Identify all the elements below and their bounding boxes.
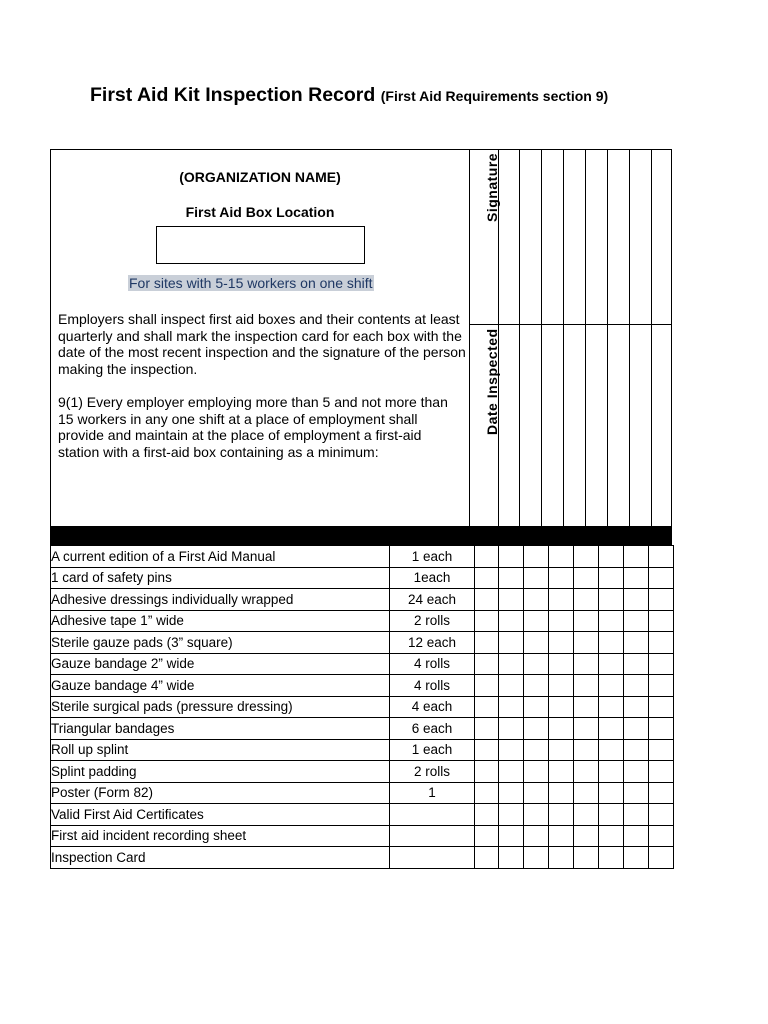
inspection-cell[interactable] bbox=[599, 589, 624, 611]
inspection-cell[interactable] bbox=[574, 610, 599, 632]
inspection-cell[interactable] bbox=[574, 825, 599, 847]
inspection-cell[interactable] bbox=[549, 589, 574, 611]
inspection-paragraph: Employers shall inspect first aid boxes and their contents at least quarterly and shall mark the inspection card for each box with the date of the most recent inspection and the signature of the person making the inspection. bbox=[58, 311, 466, 377]
item-name: Splint padding bbox=[51, 761, 390, 783]
item-name: Gauze bandage 4” wide bbox=[51, 675, 390, 697]
inspection-cell[interactable] bbox=[524, 804, 549, 826]
organization-name: (ORGANIZATION NAME) bbox=[179, 169, 341, 185]
inspection-cell[interactable] bbox=[475, 696, 499, 718]
inspection-cell[interactable] bbox=[499, 546, 524, 568]
inspection-cell[interactable] bbox=[549, 567, 574, 589]
inspection-cell[interactable] bbox=[549, 632, 574, 654]
inspection-cell[interactable] bbox=[624, 825, 649, 847]
inspection-cell[interactable] bbox=[649, 718, 674, 740]
table-row bbox=[51, 632, 674, 654]
inspection-cell[interactable] bbox=[649, 804, 674, 826]
inspection-cell[interactable] bbox=[549, 653, 574, 675]
inspection-cell[interactable] bbox=[524, 675, 549, 697]
inspection-cell[interactable] bbox=[649, 696, 674, 718]
inspection-cell[interactable] bbox=[624, 589, 649, 611]
inspection-cell[interactable] bbox=[549, 804, 574, 826]
inspection-cell[interactable] bbox=[499, 632, 524, 654]
inspection-cell[interactable] bbox=[624, 610, 649, 632]
inspection-cell[interactable] bbox=[499, 761, 524, 783]
inspection-cell[interactable] bbox=[649, 825, 674, 847]
inspection-cell[interactable] bbox=[599, 610, 624, 632]
inspection-cell[interactable] bbox=[549, 610, 574, 632]
inspection-cell[interactable] bbox=[549, 718, 574, 740]
inspection-cell[interactable] bbox=[475, 610, 499, 632]
item-quantity: 6 each bbox=[390, 718, 475, 740]
inspection-cell[interactable] bbox=[624, 847, 649, 869]
item-quantity: 4 each bbox=[390, 696, 475, 718]
title-subtitle: (First Aid Requirements section 9) bbox=[380, 88, 609, 104]
inspection-cell[interactable] bbox=[624, 567, 649, 589]
inspection-cell[interactable] bbox=[524, 696, 549, 718]
inspection-cell[interactable] bbox=[524, 546, 549, 568]
page-title bbox=[90, 84, 608, 107]
grid-line bbox=[563, 150, 564, 526]
table-row bbox=[51, 761, 674, 783]
inspection-cell[interactable] bbox=[649, 675, 674, 697]
inspection-cell[interactable] bbox=[475, 653, 499, 675]
info-panel bbox=[51, 150, 469, 526]
inspection-cell[interactable] bbox=[549, 761, 574, 783]
inspection-cell[interactable] bbox=[524, 739, 549, 761]
item-name: Poster (Form 82) bbox=[51, 782, 390, 804]
inspection-cell[interactable] bbox=[549, 546, 574, 568]
date-inspected-column-label: Date Inspected bbox=[484, 328, 500, 435]
inspection-cell[interactable] bbox=[475, 632, 499, 654]
inspection-cell[interactable] bbox=[624, 546, 649, 568]
inspection-cell[interactable] bbox=[524, 718, 549, 740]
inspection-cell[interactable] bbox=[475, 739, 499, 761]
inspection-cell[interactable] bbox=[475, 782, 499, 804]
sites-note: For sites with 5-15 workers on one shift bbox=[129, 275, 373, 291]
inspection-cell[interactable] bbox=[624, 782, 649, 804]
inspection-cell[interactable] bbox=[624, 696, 649, 718]
inspection-cell[interactable] bbox=[549, 782, 574, 804]
signature-column-label: Signature bbox=[484, 152, 500, 222]
item-name: Adhesive tape 1” wide bbox=[51, 610, 390, 632]
inspection-cell[interactable] bbox=[624, 761, 649, 783]
inspection-cell[interactable] bbox=[475, 847, 499, 869]
inspection-cell[interactable] bbox=[574, 632, 599, 654]
table-row bbox=[51, 825, 674, 847]
inspection-cell[interactable] bbox=[524, 589, 549, 611]
inspection-cell[interactable] bbox=[524, 653, 549, 675]
inspection-cell[interactable] bbox=[475, 546, 499, 568]
grid-line bbox=[607, 150, 608, 526]
item-quantity bbox=[390, 847, 475, 869]
table-row bbox=[51, 546, 674, 568]
inspection-cell[interactable] bbox=[574, 804, 599, 826]
grid-line bbox=[469, 150, 470, 526]
item-name: Sterile surgical pads (pressure dressing) bbox=[51, 696, 390, 718]
inspection-cell[interactable] bbox=[599, 632, 624, 654]
inspection-cell[interactable] bbox=[499, 739, 524, 761]
inspection-cell[interactable] bbox=[499, 567, 524, 589]
inspection-cell[interactable] bbox=[624, 675, 649, 697]
inspection-cell[interactable] bbox=[475, 675, 499, 697]
inspection-cell[interactable] bbox=[549, 696, 574, 718]
inspection-cell[interactable] bbox=[574, 847, 599, 869]
table-row bbox=[51, 610, 674, 632]
inspection-cell[interactable] bbox=[549, 847, 574, 869]
table-row bbox=[51, 653, 674, 675]
item-name: Adhesive dressings individually wrapped bbox=[51, 589, 390, 611]
requirement-paragraph: 9(1) Every employer employing more than 5 and not more than 15 workers in any one shift at a place of employment shall provide and maintain at the place of employment a first-aid station with a first-aid box containing as a minimum: bbox=[58, 394, 448, 460]
item-quantity: 1 bbox=[390, 782, 475, 804]
table-row bbox=[51, 782, 674, 804]
inspection-cell[interactable] bbox=[524, 761, 549, 783]
items-table bbox=[50, 545, 674, 869]
item-quantity: 1 each bbox=[390, 546, 475, 568]
inspection-cell[interactable] bbox=[599, 546, 624, 568]
inspection-cell[interactable] bbox=[649, 610, 674, 632]
inspection-cell[interactable] bbox=[649, 761, 674, 783]
inspection-cell[interactable] bbox=[599, 847, 624, 869]
inspection-cell[interactable] bbox=[599, 696, 624, 718]
inspection-cell[interactable] bbox=[475, 825, 499, 847]
inspection-cell[interactable] bbox=[624, 653, 649, 675]
inspection-cell[interactable] bbox=[599, 675, 624, 697]
inspection-cell[interactable] bbox=[624, 632, 649, 654]
inspection-cell[interactable] bbox=[499, 825, 524, 847]
item-quantity: 4 rolls bbox=[390, 675, 475, 697]
inspection-cell[interactable] bbox=[499, 675, 524, 697]
inspection-cell[interactable] bbox=[574, 546, 599, 568]
inspection-cell[interactable] bbox=[574, 675, 599, 697]
item-quantity: 4 rolls bbox=[390, 653, 475, 675]
inspection-cell[interactable] bbox=[549, 675, 574, 697]
table-row bbox=[51, 739, 674, 761]
inspection-cell[interactable] bbox=[624, 804, 649, 826]
inspection-cell[interactable] bbox=[524, 567, 549, 589]
inspection-cell[interactable] bbox=[549, 739, 574, 761]
inspection-cell[interactable] bbox=[524, 847, 549, 869]
inspection-cell[interactable] bbox=[574, 653, 599, 675]
grid-line bbox=[541, 150, 542, 526]
inspection-cell[interactable] bbox=[499, 782, 524, 804]
inspection-cell[interactable] bbox=[649, 739, 674, 761]
location-label: First Aid Box Location bbox=[185, 204, 335, 220]
inspection-cell[interactable] bbox=[475, 589, 499, 611]
inspection-cell[interactable] bbox=[574, 567, 599, 589]
inspection-cell[interactable] bbox=[475, 804, 499, 826]
inspection-cell[interactable] bbox=[649, 632, 674, 654]
title-main: First Aid Kit Inspection Record bbox=[90, 84, 376, 106]
item-name: Roll up splint bbox=[51, 739, 390, 761]
item-name: First aid incident recording sheet bbox=[51, 825, 390, 847]
inspection-cell[interactable] bbox=[574, 696, 599, 718]
inspection-cell[interactable] bbox=[574, 589, 599, 611]
inspection-cell[interactable] bbox=[524, 632, 549, 654]
item-quantity: 1each bbox=[390, 567, 475, 589]
grid-line bbox=[651, 150, 652, 526]
inspection-cell[interactable] bbox=[649, 653, 674, 675]
inspection-cell[interactable] bbox=[599, 739, 624, 761]
inspection-cell[interactable] bbox=[574, 718, 599, 740]
inspection-cell[interactable] bbox=[649, 847, 674, 869]
item-quantity bbox=[390, 804, 475, 826]
inspection-cell[interactable] bbox=[649, 589, 674, 611]
item-name: Sterile gauze pads (3” square) bbox=[51, 632, 390, 654]
table-row bbox=[51, 847, 674, 869]
grid-line bbox=[519, 150, 520, 526]
inspection-cell[interactable] bbox=[599, 653, 624, 675]
table-row bbox=[51, 589, 674, 611]
inspection-cell[interactable] bbox=[574, 782, 599, 804]
info-box bbox=[50, 149, 672, 527]
inspection-cell[interactable] bbox=[499, 653, 524, 675]
inspection-cell[interactable] bbox=[649, 782, 674, 804]
item-quantity: 1 each bbox=[390, 739, 475, 761]
inspection-cell[interactable] bbox=[599, 567, 624, 589]
item-quantity: 2 rolls bbox=[390, 610, 475, 632]
inspection-cell[interactable] bbox=[524, 825, 549, 847]
inspection-cell[interactable] bbox=[574, 761, 599, 783]
item-quantity: 12 each bbox=[390, 632, 475, 654]
item-name: Valid First Aid Certificates bbox=[51, 804, 390, 826]
inspection-cell[interactable] bbox=[549, 825, 574, 847]
inspection-cell[interactable] bbox=[524, 782, 549, 804]
inspection-cell[interactable] bbox=[475, 761, 499, 783]
inspection-cell[interactable] bbox=[475, 718, 499, 740]
item-name: 1 card of safety pins bbox=[51, 567, 390, 589]
item-quantity bbox=[390, 825, 475, 847]
location-field[interactable] bbox=[156, 226, 365, 264]
inspection-cell[interactable] bbox=[624, 739, 649, 761]
table-row bbox=[51, 567, 674, 589]
grid-line bbox=[585, 150, 586, 526]
inspection-cell[interactable] bbox=[499, 610, 524, 632]
item-name: A current edition of a First Aid Manual bbox=[51, 546, 390, 568]
inspection-cell[interactable] bbox=[649, 567, 674, 589]
inspection-cell[interactable] bbox=[499, 847, 524, 869]
item-name: Gauze bandage 2” wide bbox=[51, 653, 390, 675]
inspection-cell[interactable] bbox=[624, 718, 649, 740]
inspection-cell[interactable] bbox=[599, 718, 624, 740]
item-quantity: 2 rolls bbox=[390, 761, 475, 783]
inspection-cell[interactable] bbox=[499, 804, 524, 826]
inspection-cell[interactable] bbox=[499, 718, 524, 740]
inspection-cell[interactable] bbox=[649, 546, 674, 568]
inspection-cell[interactable] bbox=[599, 804, 624, 826]
inspection-cell[interactable] bbox=[599, 825, 624, 847]
inspection-cell[interactable] bbox=[599, 782, 624, 804]
table-row bbox=[51, 675, 674, 697]
inspection-cell[interactable] bbox=[574, 739, 599, 761]
header-divider-bar bbox=[50, 527, 672, 545]
inspection-cell[interactable] bbox=[499, 696, 524, 718]
table-row bbox=[51, 718, 674, 740]
table-row bbox=[51, 804, 674, 826]
grid-line bbox=[629, 150, 630, 526]
item-name: Inspection Card bbox=[51, 847, 390, 869]
item-quantity: 24 each bbox=[390, 589, 475, 611]
grid-line bbox=[469, 324, 671, 325]
inspection-cell[interactable] bbox=[475, 567, 499, 589]
inspection-cell[interactable] bbox=[524, 610, 549, 632]
inspection-cell[interactable] bbox=[599, 761, 624, 783]
item-name: Triangular bandages bbox=[51, 718, 390, 740]
inspection-cell[interactable] bbox=[499, 589, 524, 611]
table-row bbox=[51, 696, 674, 718]
